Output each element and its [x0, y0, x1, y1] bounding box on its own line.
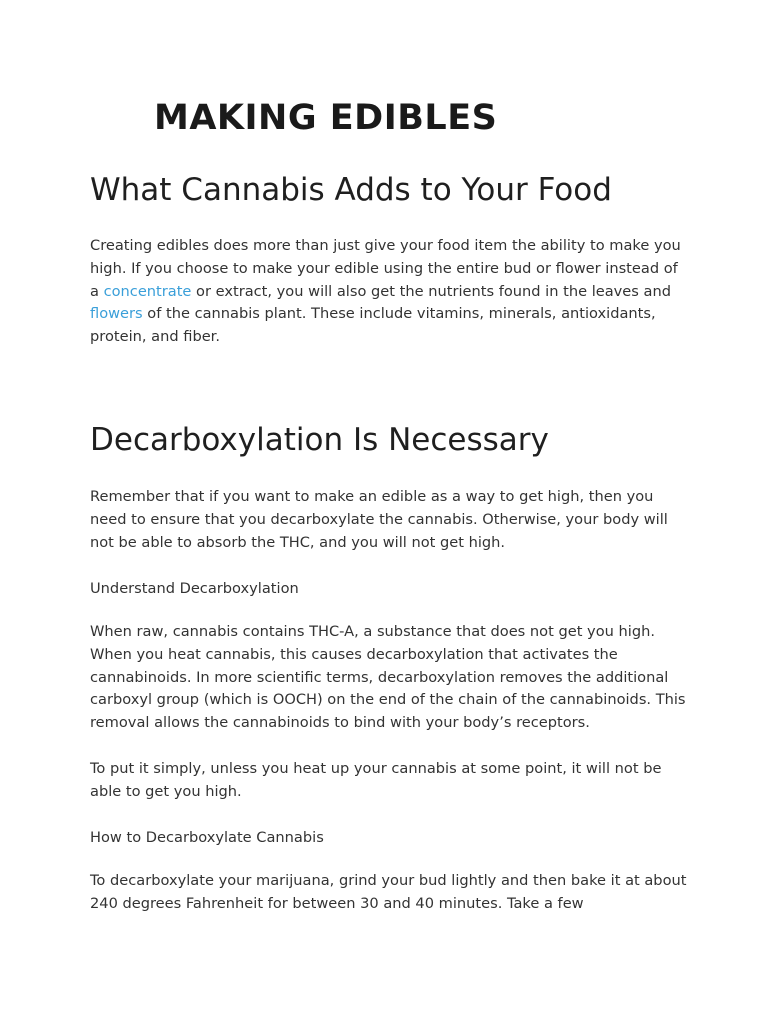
concentrate-link[interactable]: concentrate [103, 282, 192, 300]
paragraph-text: or extract, you will also get the nutrients found in the leaves and [191, 282, 671, 300]
paragraph-what-cannabis-adds [90, 235, 690, 349]
subheading-understand-decarboxylation: Understand Decarboxylation [90, 580, 299, 597]
section-heading-decarboxylation: Decarboxylation Is Necessary [90, 422, 549, 458]
paragraph-decarboxylation-intro: Remember that if you want to make an edible as a way to get high, then you need to ensure that you decarboxylate the cannabis. Otherwise, your body will not be able to absorb the THC, and you will not get high. [90, 488, 668, 551]
paragraph-understand-decarboxylation: When raw, cannabis contains THC-A, a substance that does not get you high. When you heat cannabis, this causes decarboxylation that activates the cannabinoids. In more scientific terms, decarboxylation removes the additional carboxyl group (which is OOCH) on the end of the chain of the cannabinoids. This removal allows the cannabinoids to bind with your body’s receptors. [90, 623, 686, 732]
page-title: MAKING EDIBLES [154, 98, 498, 138]
paragraph-text: Creating edibles does more than just give your food item the ability to make you high. If you choose to make your edible using the entire bud or flower instead of a [90, 237, 681, 300]
paragraph-text: of the cannabis plant. These include vitamins, minerals, antioxidants, protein, and fiber. [90, 305, 656, 346]
subheading-how-to-decarboxylate: How to Decarboxylate Cannabis [90, 829, 324, 846]
paragraph-put-simply: To put it simply, unless you heat up your cannabis at some point, it will not be able to get you high. [90, 760, 662, 800]
section-heading-what-cannabis-adds: What Cannabis Adds to Your Food [90, 172, 612, 208]
paragraph-how-to-decarboxylate: To decarboxylate your marijuana, grind your bud lightly and then bake it at about 240 degrees Fahrenheit for between 30 and 40 minutes. Take a few [90, 872, 687, 912]
flowers-link[interactable]: flowers [90, 305, 143, 323]
